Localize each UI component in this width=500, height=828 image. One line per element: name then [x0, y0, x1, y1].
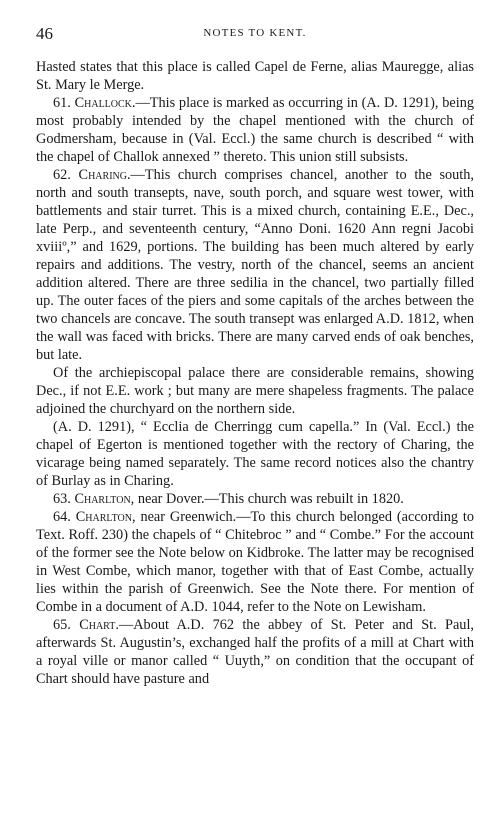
- running-title: NOTES TO KENT.: [203, 27, 307, 39]
- entry-challock: [36, 94, 474, 166]
- entry-number: 64.: [53, 509, 71, 525]
- body-text: [36, 58, 474, 688]
- paragraph-palace: [36, 364, 474, 418]
- page-number: 46: [36, 24, 53, 43]
- entry-heading: Charing.: [78, 167, 131, 183]
- entry-heading: Charlton,: [75, 509, 136, 525]
- entry-number: 62.: [53, 167, 71, 183]
- entry-text: —This place is marked as occurring in (A. D. 1291), being most probably intended by the chapel mentioned with the church of Godmersham, because in (Val. Eccl.) the same church is described “ with the chapel of Challok annexed ” thereto. This union still subsists.: [36, 95, 474, 165]
- paragraph-ecclia: [36, 418, 474, 490]
- entry-chart: [36, 616, 474, 688]
- entry-heading: Charlton,: [74, 491, 135, 507]
- entry-number: 65.: [53, 617, 71, 633]
- entry-number: 63.: [53, 491, 71, 507]
- page-header: [36, 24, 474, 46]
- paragraph-text: Hasted states that this place is called Capel de Ferne, alias Mauregge, alias St. Mary le Merge.: [36, 59, 474, 93]
- entry-charlton-greenwich: [36, 508, 474, 616]
- entry-charlton-dover: [36, 490, 474, 508]
- entry-text: —About A.D. 762 the abbey of St. Peter and St. Paul, afterwards St. Augustin’s, exchanged half the profits of a mill at Chart with a royal ville or manor called “ Uuyth,” on condition that the occupant of Chart should have pasture and: [36, 617, 474, 687]
- paragraph-text: (A. D. 1291), “ Ecclia de Cherringg cum capella.” In (Val. Eccl.) the chapel of Egerton is mentioned together with the rectory of Charing, the vicarage being named separately. The same record notices also the chantry of Burlay as in Charing.: [36, 419, 474, 489]
- entry-heading: Challock.: [74, 95, 136, 111]
- paragraph-text: Of the archiepiscopal palace there are considerable remains, showing Dec., if not E.E. work ; but many are mere shapeless fragments. The palace adjoined the churchyard on the northern side.: [36, 365, 474, 417]
- entry-text: near Dover.—This church was rebuilt in 1820.: [134, 491, 404, 507]
- paragraph-continuation: [36, 58, 474, 94]
- entry-charing: [36, 166, 474, 364]
- entry-text: —This church comprises chancel, another to the south, north and south transepts, nave, south porch, and square west tower, with battlements and stair turret. This is a mixed church, containing E.E., Dec., late Perp., and seventeenth century, “Anno Doni. 1620 Ann regni Jacobi xviiiº,” and 1629, portions. The building has been much altered by early repairs and additions. The vestry, north of the chancel, seems an ancient addition altered. There are three sedilia in the chancel, two partially filled up. The outer faces of the piers and some capitals of the arches between the two chancels are concave. The south transept was enlarged A.D. 1812, when the wall was faced with bricks. There are many carved ends of oak benches, but late.: [36, 167, 475, 363]
- entry-text: near Greenwich.—To this church belonged (according to Text. Roff. 230) the chapels of “ Chitebroc ” and “ Combe.” For the account of the former see the Note below on Kidbroke. The latter may be recognised in West Combe, which manor, together with that of East Combe, actually lies within the parish of Greenwich. See the Note there. For mention of Combe in a document of A.D. 1044, refer to the Note on Lewisham.: [36, 509, 475, 615]
- entry-number: 61.: [53, 95, 71, 111]
- entry-heading: Chart.: [79, 617, 119, 633]
